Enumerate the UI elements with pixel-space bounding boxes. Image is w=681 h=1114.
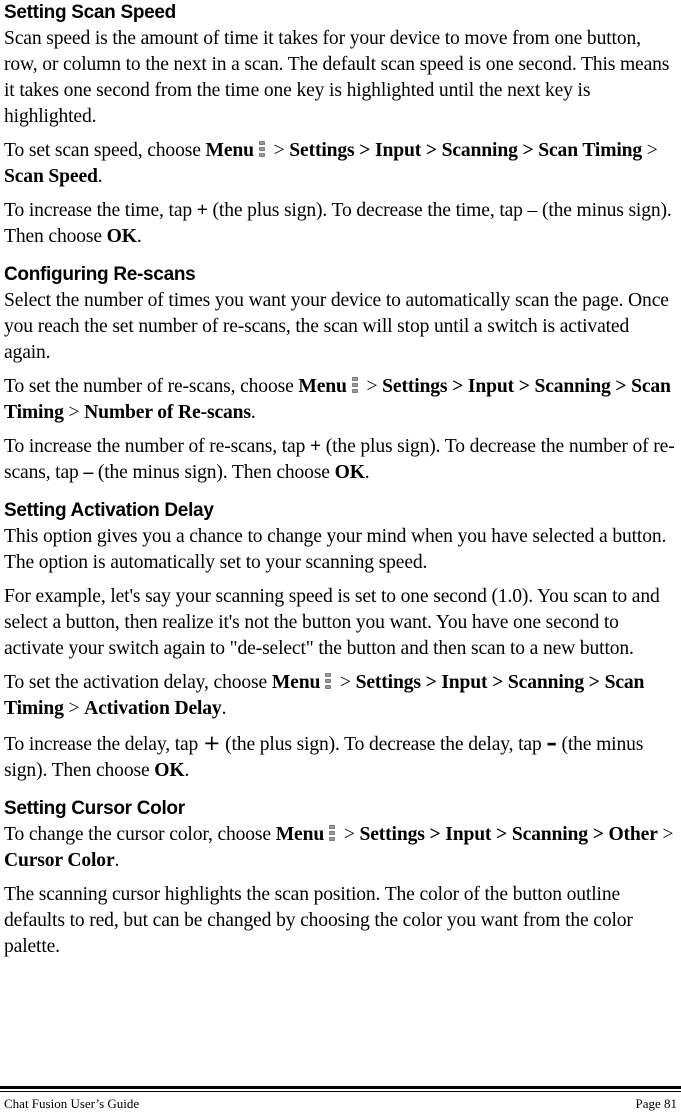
section-heading-cursor-color: Setting Cursor Color <box>4 798 185 819</box>
rescans-path: To set the number of re-scans, choose Menu > Settings > Input > Scanning > Scan Timing > Number of Re-scans. <box>4 376 671 423</box>
ok-label: OK <box>106 226 137 247</box>
scan-speed-path: To set scan speed, choose Menu > Settings > Input > Scanning > Scan Timing > Scan Speed. <box>4 140 658 187</box>
menu-label: Menu <box>205 140 254 161</box>
menu-label: Menu <box>271 672 321 693</box>
plus-sign: + <box>310 436 322 457</box>
menu-icon <box>351 376 359 394</box>
activation-delay-adjust: To increase the delay, tap + (the plus sign). To decrease the delay, tap – (the minus sign). Then choose OK. <box>4 731 644 781</box>
cursor-color-description: The scanning cursor highlights the scan position. The color of the button outline defaults to red, but can be changed by choosing the color you want from the color palette. <box>4 884 633 957</box>
footer-rule-thick <box>0 1086 681 1089</box>
activation-delay-example: For example, let's say your scanning speed is set to one second (1.0). You scan to and select a button, then realize it's not the button you want. You have one second to activate your switch again to "de-select" the button and then scan to a new button. <box>4 586 660 659</box>
ok-label: OK <box>334 462 365 483</box>
section-heading-activation-delay: Setting Activation Delay <box>4 500 214 521</box>
scan-speed-description: Scan speed is the amount of time it takes for your device to move from one button, row, or column to the next in a scan. The default scan speed is one second. This means it takes one second from the time one key is highlighted until the next key is highlighted. <box>4 28 670 127</box>
plus-sign: + <box>196 200 208 221</box>
cursor-color-path: To change the cursor color, choose Menu > Settings > Input > Scanning > Other > Cursor Color. <box>4 824 674 871</box>
activation-delay-path: To set the activation delay, choose Menu > Settings > Input > Scanning > Scan Timing > Activation Delay. <box>4 672 645 719</box>
footer-page-number: Page 81 <box>635 1096 677 1111</box>
minus-sign: – <box>546 731 557 755</box>
menu-icon <box>324 672 332 690</box>
document-page <box>4 0 678 968</box>
menu-label: Menu <box>275 824 325 845</box>
plus-sign: + <box>202 731 221 755</box>
rescans-description: Select the number of times you want your device to automatically scan the page. Once you reach the set number of re-scans, the scan will stop until a switch is activated again. <box>4 290 669 363</box>
rescans-adjust: To increase the number of re-scans, tap + (the plus sign). To decrease the number of re-scans, tap – (the minus sign). Then choose OK. <box>4 436 675 483</box>
footer-rule-thin <box>0 1091 681 1092</box>
activation-delay-description: This option gives you a chance to change your mind when you have selected a button. The option is automatically set to your scanning speed. <box>4 526 667 573</box>
section-heading-rescans: Configuring Re-scans <box>4 264 196 285</box>
ok-label: OK <box>154 760 185 781</box>
menu-label: Menu <box>298 376 347 397</box>
scan-speed-adjust: To increase the time, tap + (the plus sign). To decrease the time, tap – (the minus sign). Then choose OK. <box>4 200 672 247</box>
menu-icon <box>258 140 266 158</box>
menu-icon <box>328 824 336 842</box>
footer-guide-title: Chat Fusion User’s Guide <box>4 1096 140 1111</box>
section-heading-scan-speed: Setting Scan Speed <box>4 2 176 23</box>
minus-sign: – <box>83 462 94 483</box>
